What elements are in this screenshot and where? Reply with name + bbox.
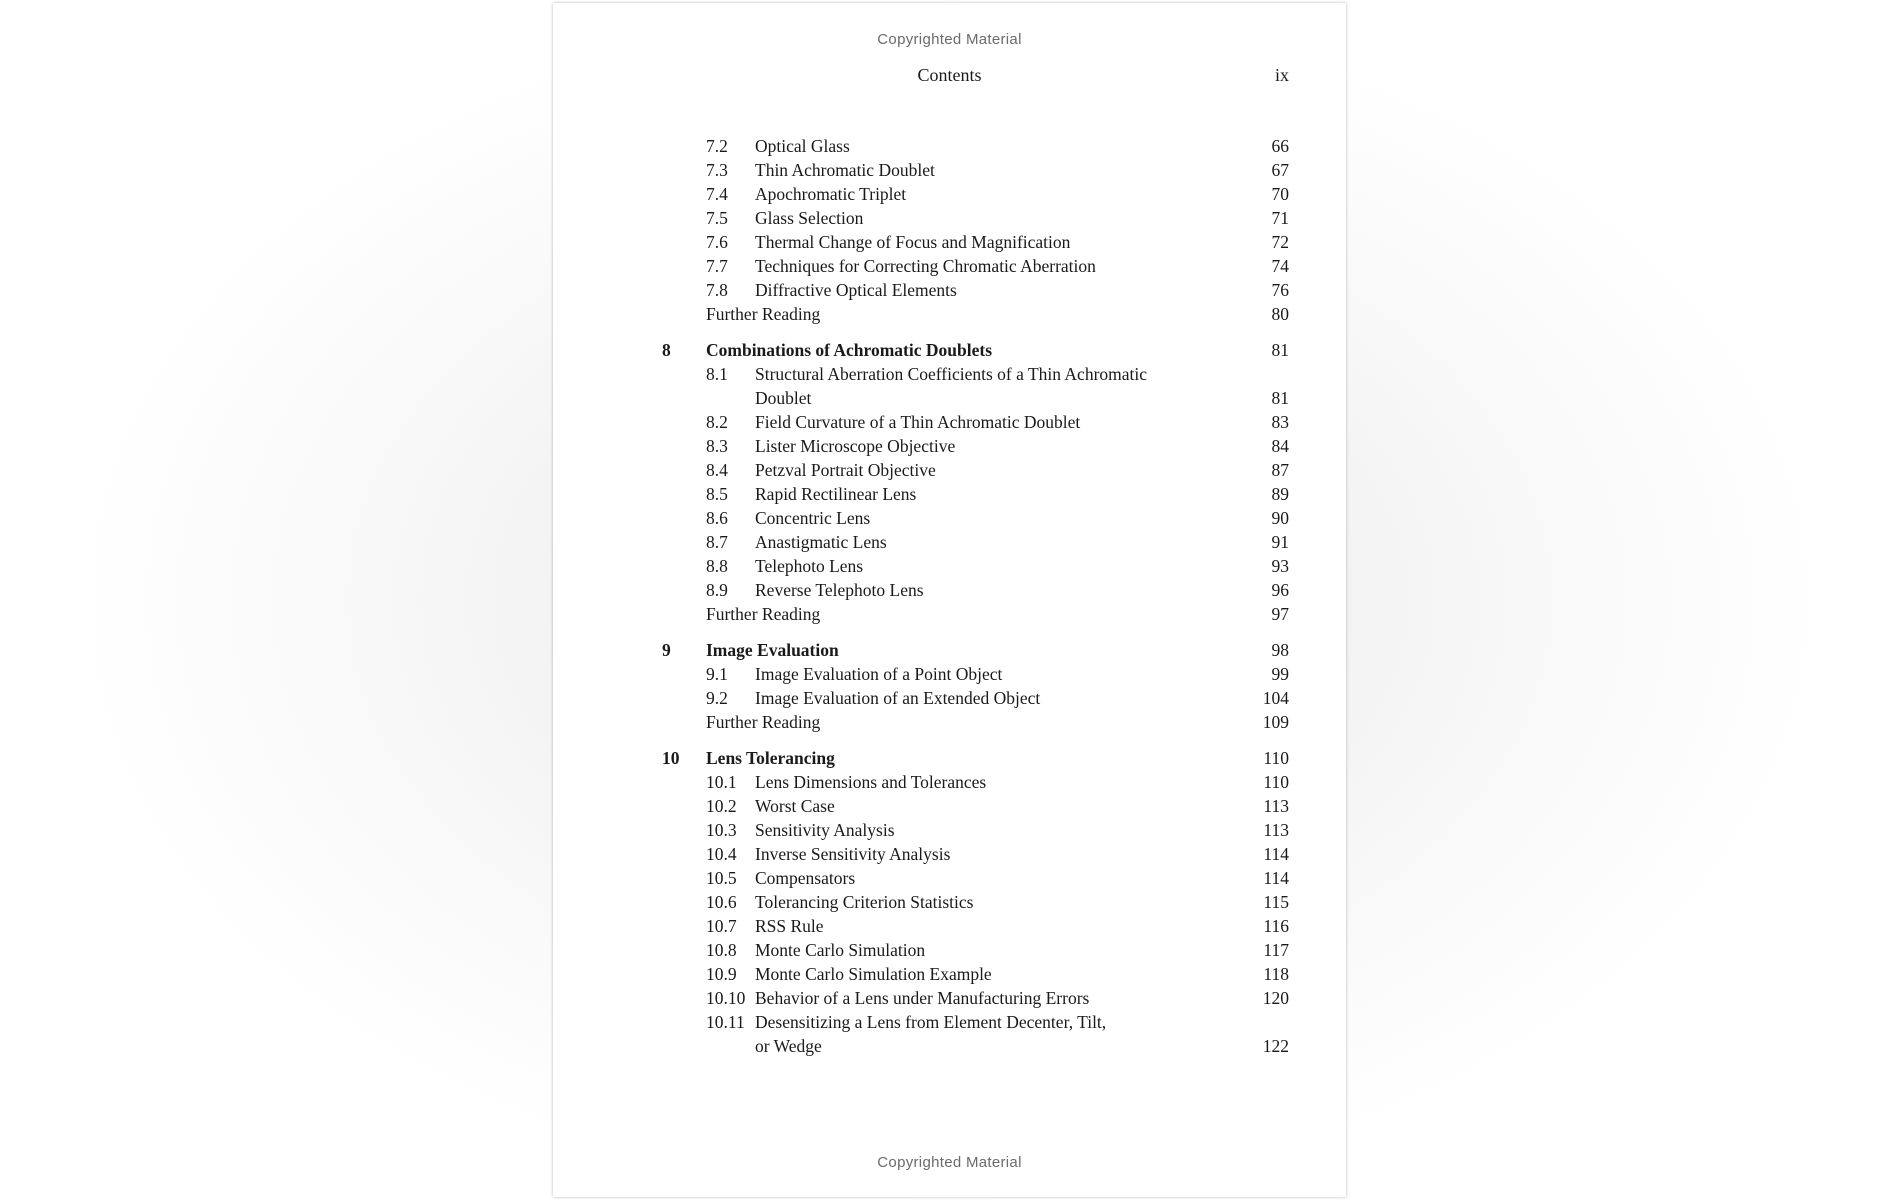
section-title: RSS Rule — [755, 916, 824, 936]
toc-entry-7-3[interactable] — [553, 158, 1346, 182]
copyright-watermark-top: Copyrighted Material — [877, 31, 1022, 48]
section-number: 7.3 — [706, 160, 728, 180]
section-number: 10.6 — [706, 892, 737, 912]
section-number: 7.6 — [706, 232, 728, 252]
section-page: 89 — [1271, 484, 1289, 504]
section-page: 90 — [1271, 508, 1289, 528]
toc-entry-9-1[interactable] — [553, 662, 1346, 686]
toc-entry-10-7[interactable] — [553, 914, 1346, 938]
section-number: 10.2 — [706, 796, 737, 816]
section-number: 7.2 — [706, 136, 728, 156]
section-page: 76 — [1271, 280, 1289, 300]
toc-entry-8-1[interactable] — [553, 362, 1346, 386]
copyright-watermark-bottom: Copyrighted Material — [877, 1154, 1022, 1171]
toc-chapter-8[interactable] — [553, 338, 1346, 362]
toc-entry-10-10[interactable] — [553, 986, 1346, 1010]
table-of-contents — [553, 134, 1346, 1058]
section-title: Lister Microscope Objective — [755, 436, 956, 456]
section-page: 114 — [1263, 844, 1289, 864]
section-page: 70 — [1271, 184, 1289, 204]
section-page: 93 — [1271, 556, 1289, 576]
section-number: 10.5 — [706, 868, 737, 888]
section-number: 10.7 — [706, 916, 737, 936]
section-page: 115 — [1263, 892, 1289, 912]
toc-entry-8-7[interactable] — [553, 530, 1346, 554]
toc-entry-10-9[interactable] — [553, 962, 1346, 986]
page-number: ix — [1274, 65, 1289, 85]
section-title: Techniques for Correcting Chromatic Aberration — [755, 256, 1096, 276]
section-number: 10.3 — [706, 820, 737, 840]
section-title: Inverse Sensitivity Analysis — [755, 844, 951, 864]
section-title: Behavior of a Lens under Manufacturing Errors — [755, 988, 1090, 1008]
section-title: Image Evaluation of a Point Object — [755, 664, 1003, 684]
section-number: 8.8 — [706, 556, 728, 576]
section-number: 8.5 — [706, 484, 728, 504]
section-title: Glass Selection — [755, 208, 864, 228]
toc-entry-8-1-cont[interactable] — [553, 386, 1346, 410]
chapter-page: 98 — [1271, 640, 1289, 660]
toc-entry-10-6[interactable] — [553, 890, 1346, 914]
section-number: 10.1 — [706, 772, 737, 792]
further-reading-page: 97 — [1271, 604, 1289, 624]
section-title-line1: Structural Aberration Coefficients of a Thin Achromatic — [755, 364, 1148, 384]
section-page: 83 — [1271, 412, 1289, 432]
section-page: 122 — [1262, 1036, 1289, 1056]
section-number: 10.4 — [706, 844, 737, 864]
further-reading-page: 80 — [1271, 304, 1289, 324]
section-page: 110 — [1263, 772, 1289, 792]
toc-entry-7-5[interactable] — [553, 206, 1346, 230]
section-title: Field Curvature of a Thin Achromatic Doublet — [755, 412, 1081, 432]
chapter-number: 9 — [662, 640, 671, 660]
section-title: Reverse Telephoto Lens — [755, 580, 924, 600]
section-number: 7.7 — [706, 256, 728, 276]
chapter-page: 81 — [1271, 340, 1289, 360]
section-page: 99 — [1271, 664, 1289, 684]
section-number: 7.8 — [706, 280, 728, 300]
toc-entry-8-5[interactable] — [553, 482, 1346, 506]
toc-entry-8-further-reading[interactable] — [553, 602, 1346, 626]
section-title-line2: or Wedge — [755, 1036, 822, 1056]
toc-entry-7-further-reading[interactable] — [553, 302, 1346, 326]
toc-entry-8-3[interactable] — [553, 434, 1346, 458]
section-number: 8.4 — [706, 460, 728, 480]
toc-entry-7-4[interactable] — [553, 182, 1346, 206]
chapter-title: Lens Tolerancing — [706, 748, 835, 768]
section-number: 9.1 — [706, 664, 728, 684]
toc-entry-9-further-reading[interactable] — [553, 710, 1346, 734]
running-header-title: Contents — [917, 65, 982, 85]
section-title: Diffractive Optical Elements — [755, 280, 957, 300]
toc-chapter-9[interactable] — [553, 638, 1346, 662]
section-title: Anastigmatic Lens — [755, 532, 887, 552]
section-page: 84 — [1271, 436, 1289, 456]
section-title: Compensators — [755, 868, 856, 888]
section-title: Thin Achromatic Doublet — [755, 160, 935, 180]
section-title: Tolerancing Criterion Statistics — [755, 892, 974, 912]
further-reading-page: 109 — [1262, 712, 1289, 732]
section-title: Monte Carlo Simulation Example — [755, 964, 992, 984]
section-page: 117 — [1263, 940, 1289, 960]
section-page: 67 — [1271, 160, 1289, 180]
toc-entry-10-4[interactable] — [553, 842, 1346, 866]
section-page: 96 — [1271, 580, 1289, 600]
section-page: 66 — [1271, 136, 1289, 156]
section-page: 87 — [1271, 460, 1289, 480]
document-page — [553, 3, 1346, 1197]
chapter-title: Image Evaluation — [706, 640, 839, 660]
section-page: 113 — [1263, 820, 1289, 840]
section-title-line2: Doublet — [755, 388, 812, 408]
toc-entry-10-11[interactable] — [553, 1010, 1346, 1034]
section-title: Image Evaluation of an Extended Object — [755, 688, 1041, 708]
toc-entry-7-8[interactable] — [553, 278, 1346, 302]
section-number: 10.8 — [706, 940, 737, 960]
section-number: 9.2 — [706, 688, 728, 708]
further-reading-title: Further Reading — [706, 304, 821, 324]
chapter-title: Combinations of Achromatic Doublets — [706, 340, 993, 360]
section-title: Worst Case — [755, 796, 835, 816]
section-title: Rapid Rectilinear Lens — [755, 484, 917, 504]
section-page: 116 — [1263, 916, 1289, 936]
section-number: 8.6 — [706, 508, 728, 528]
further-reading-title: Further Reading — [706, 604, 821, 624]
toc-entry-8-9[interactable] — [553, 578, 1346, 602]
chapter-page: 110 — [1263, 748, 1289, 768]
section-page: 120 — [1262, 988, 1289, 1008]
toc-entry-8-2[interactable] — [553, 410, 1346, 434]
section-title: Apochromatic Triplet — [755, 184, 907, 204]
section-title: Petzval Portrait Objective — [755, 460, 936, 480]
section-number: 8.2 — [706, 412, 728, 432]
toc-entry-9-2[interactable] — [553, 686, 1346, 710]
toc-entry-7-6[interactable] — [553, 230, 1346, 254]
section-number: 10.11 — [706, 1012, 745, 1032]
section-number: 8.9 — [706, 580, 728, 600]
section-number: 7.5 — [706, 208, 728, 228]
toc-entry-10-8[interactable] — [553, 938, 1346, 962]
chapter-number: 8 — [662, 340, 671, 360]
section-number: 8.1 — [706, 364, 728, 384]
section-number: 8.7 — [706, 532, 728, 552]
toc-entry-8-8[interactable] — [553, 554, 1346, 578]
section-title: Monte Carlo Simulation — [755, 940, 926, 960]
section-page: 118 — [1263, 964, 1289, 984]
section-number: 10.9 — [706, 964, 737, 984]
section-page: 113 — [1263, 796, 1289, 816]
section-page: 91 — [1271, 532, 1289, 552]
toc-entry-7-7[interactable] — [553, 254, 1346, 278]
section-title: Telephoto Lens — [755, 556, 864, 576]
section-title: Lens Dimensions and Tolerances — [755, 772, 987, 792]
toc-entry-10-2[interactable] — [553, 794, 1346, 818]
toc-chapter-10[interactable] — [553, 746, 1346, 770]
further-reading-title: Further Reading — [706, 712, 821, 732]
toc-entry-8-6[interactable] — [553, 506, 1346, 530]
toc-entry-10-5[interactable] — [553, 866, 1346, 890]
section-page: 104 — [1262, 688, 1289, 708]
section-title: Optical Glass — [755, 136, 850, 156]
section-title: Concentric Lens — [755, 508, 871, 528]
section-page: 74 — [1271, 256, 1289, 276]
section-title-line1: Desensitizing a Lens from Element Decenter, Tilt, — [755, 1012, 1107, 1032]
section-page: 114 — [1263, 868, 1289, 888]
section-number: 8.3 — [706, 436, 728, 456]
section-page: 72 — [1271, 232, 1289, 252]
chapter-number: 10 — [662, 748, 680, 768]
section-number: 10.10 — [706, 988, 746, 1008]
toc-entry-10-1[interactable] — [553, 770, 1346, 794]
section-page: 81 — [1271, 388, 1289, 408]
toc-entry-8-4[interactable] — [553, 458, 1346, 482]
toc-entry-10-11-cont[interactable] — [553, 1034, 1346, 1058]
toc-entry-10-3[interactable] — [553, 818, 1346, 842]
section-page: 71 — [1271, 208, 1289, 228]
toc-entry-7-2[interactable] — [553, 134, 1346, 158]
section-title: Sensitivity Analysis — [755, 820, 895, 840]
section-title: Thermal Change of Focus and Magnification — [755, 232, 1071, 252]
section-number: 7.4 — [706, 184, 728, 204]
